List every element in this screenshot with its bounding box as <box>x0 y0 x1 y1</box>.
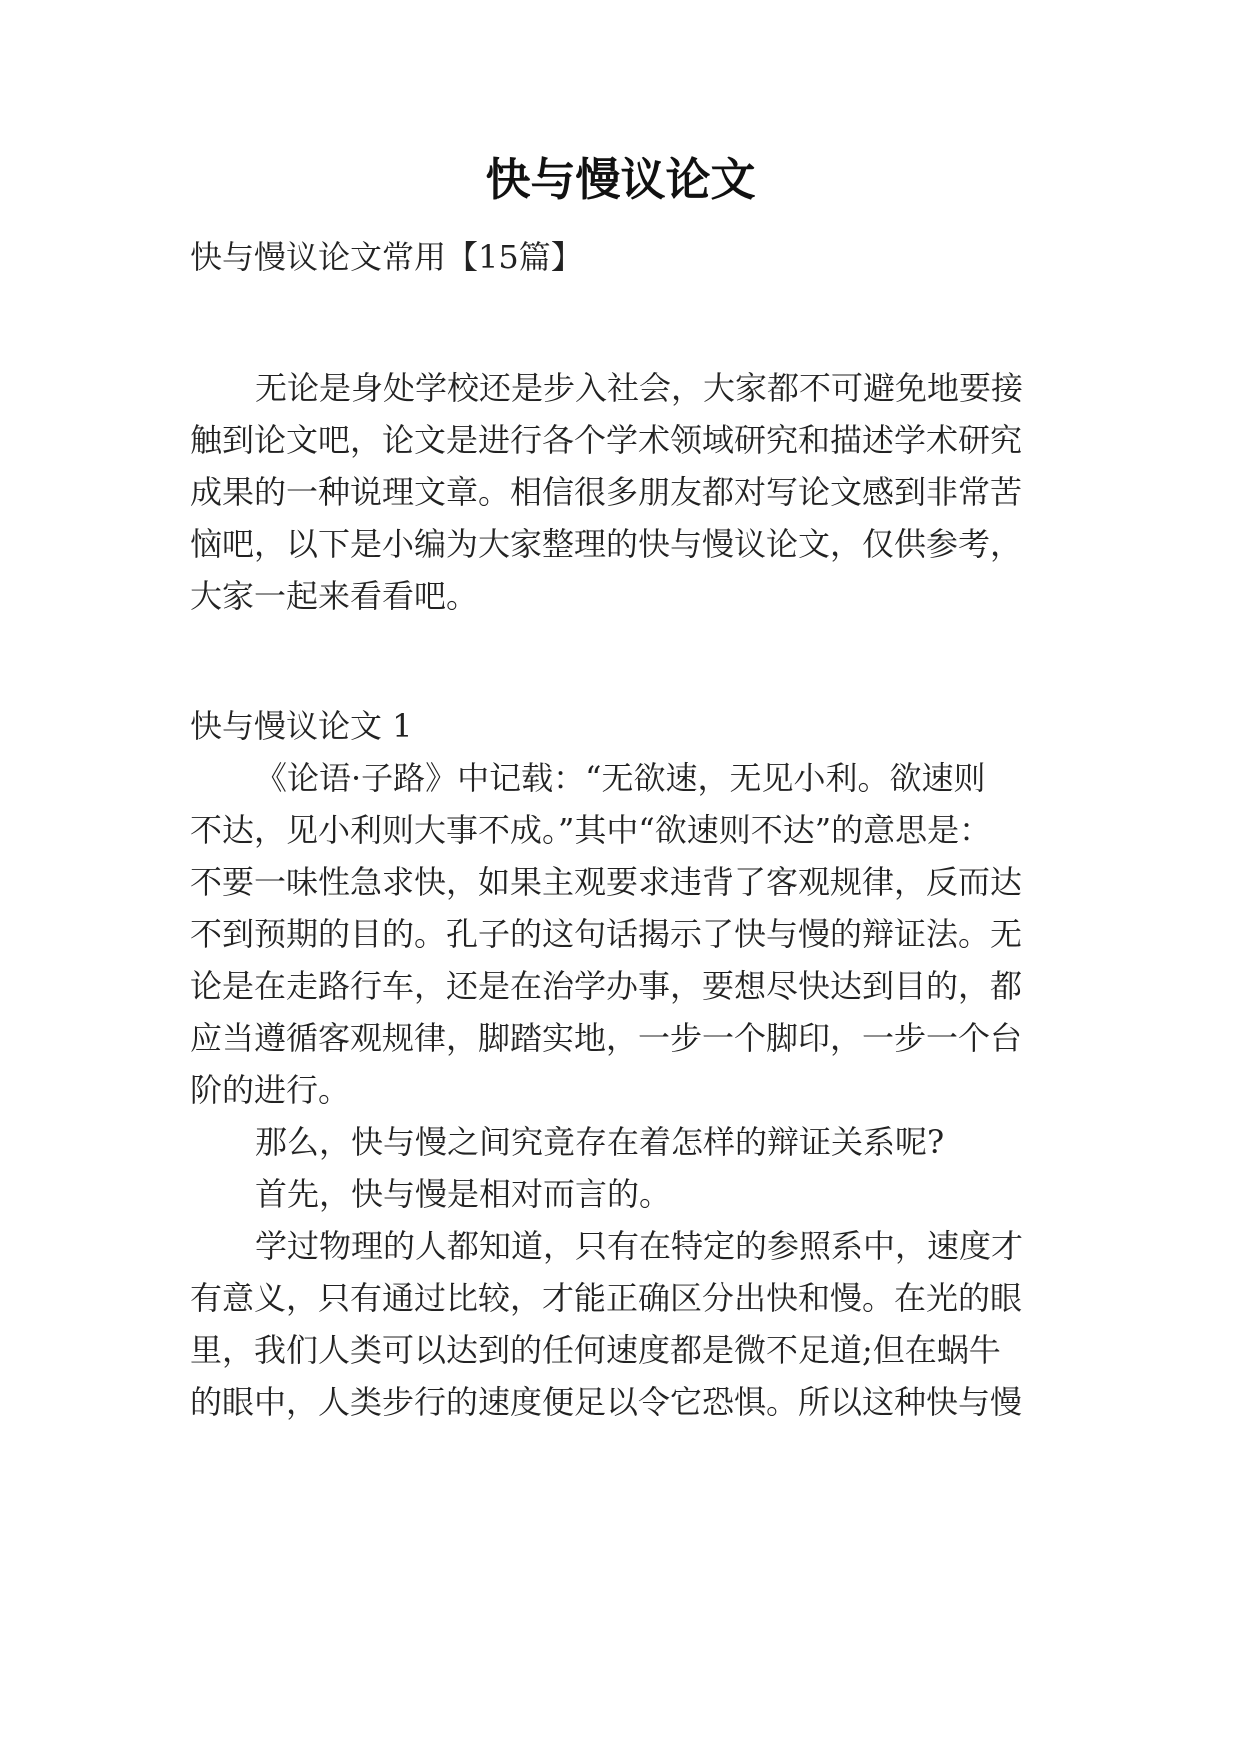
document-title: 快与慢议论文 <box>485 153 756 206</box>
section-heading: 快与慢议论文 1 <box>190 707 413 745</box>
paragraph-line: 首先，快与慢是相对而言的。 <box>255 1175 672 1213</box>
intro-line: 成果的一种说理文章。相信很多朋友都对写论文感到非常苦 <box>190 473 1023 511</box>
paragraph-line: 应当遵循客观规律，脚踏实地，一步一个脚印，一步一个台 <box>190 1019 1023 1057</box>
intro-line: 无论是身处学校还是步入社会，大家都不可避免地要接 <box>255 369 1024 407</box>
intro-line: 触到论文吧，论文是进行各个学术领域研究和描述学术研究 <box>190 421 1023 459</box>
paragraph-line: 论是在走路行车，还是在治学办事，要想尽快达到目的，都 <box>190 967 1023 1005</box>
paragraph-line: 《论语·子路》中记载：“无欲速，无见小利。欲速则 <box>255 759 986 797</box>
paragraph-line: 阶的进行。 <box>190 1071 351 1109</box>
paragraph-line: 有意义，只有通过比较，才能正确区分出快和慢。在光的眼 <box>190 1279 1023 1317</box>
intro-line: 大家一起来看看吧。 <box>190 577 479 615</box>
paragraph-line: 的眼中，人类步行的速度便足以令它恐惧。所以这种快与慢 <box>190 1383 1023 1421</box>
intro-line: 恼吧，以下是小编为大家整理的快与慢议论文，仅供参考， <box>190 525 1023 563</box>
document-subtitle: 快与慢议论文常用【15篇】 <box>190 238 583 276</box>
paragraph-line: 里，我们人类可以达到的任何速度都是微不足道;但在蜗牛 <box>190 1331 1001 1369</box>
paragraph-line: 不要一味性急求快，如果主观要求违背了客观规律，反而达 <box>190 863 1023 901</box>
paragraph-line: 不达，见小利则大事不成。”其中“欲速则不达”的意思是： <box>190 811 992 849</box>
paragraph-line: 那么，快与慢之间究竟存在着怎样的辩证关系呢? <box>255 1123 945 1161</box>
paragraph-line: 学过物理的人都知道，只有在特定的参照系中，速度才 <box>255 1227 1024 1265</box>
paragraph-line: 不到预期的目的。孔子的这句话揭示了快与慢的辩证法。无 <box>190 915 1023 953</box>
